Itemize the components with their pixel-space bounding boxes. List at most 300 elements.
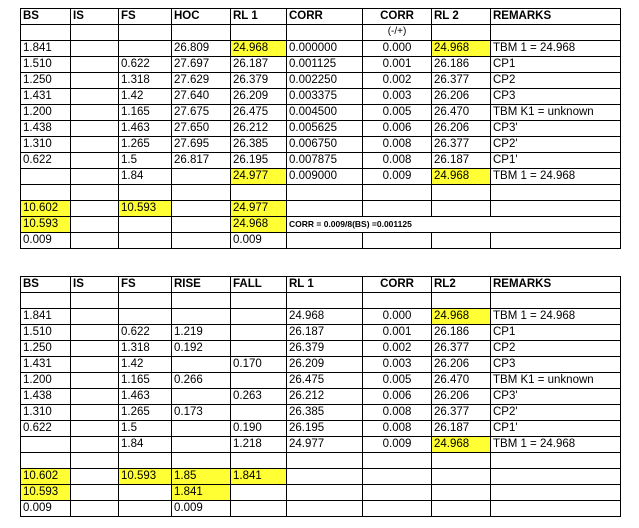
cell-corr: 0.002250: [287, 73, 363, 89]
cell-fs: 1.463: [119, 389, 172, 405]
cell-fs: 1.42: [119, 357, 172, 373]
empty-cell: [432, 25, 491, 41]
empty-cell: [172, 185, 231, 201]
empty-cell: [363, 185, 432, 201]
cell-rl2: 26.186: [432, 57, 491, 73]
table-row: [21, 153, 621, 169]
cell-is: [71, 137, 119, 153]
level-table-rise-fall: [20, 276, 621, 517]
cell-fs: 1.463: [119, 121, 172, 137]
cell-rl2: 26.186: [432, 325, 491, 341]
cell-bs: 1.431: [21, 89, 71, 105]
cell-corr: 0.006750: [287, 137, 363, 153]
empty-cell: [172, 201, 231, 217]
empty-cell: [71, 485, 119, 501]
cell-hoc: 27.675: [172, 105, 231, 121]
cell-remarks: TBM K1 = unknown: [491, 105, 621, 121]
table-row: [21, 137, 621, 153]
cell-rl1: 26.209: [231, 89, 287, 105]
header-corr: CORR: [287, 9, 363, 25]
cell-is: [71, 57, 119, 73]
empty-cell: [432, 233, 491, 249]
spacer-row: [21, 293, 621, 309]
cell-rl1: 26.195: [231, 153, 287, 169]
cell-is: [71, 41, 119, 57]
cell-hoc: 27.697: [172, 57, 231, 73]
cell-corr: 0.003375: [287, 89, 363, 105]
cell-rise: 1.219: [172, 325, 231, 341]
cell-rise: [172, 357, 231, 373]
cell-corr: 0.008: [363, 405, 432, 421]
cell-fs: 1.84: [119, 169, 172, 185]
cell-fs: 1.5: [119, 421, 172, 437]
empty-cell: [172, 25, 231, 41]
cell-is: [71, 357, 119, 373]
table-row: [21, 73, 621, 89]
cell-corr: 0.007875: [287, 153, 363, 169]
cell-corr: 0.002: [363, 341, 432, 357]
cell-bs: 1.510: [21, 325, 71, 341]
empty-cell: [119, 233, 172, 249]
cell-bs: 0.622: [21, 421, 71, 437]
cell-fs: [119, 41, 172, 57]
cell-rise: [172, 309, 231, 325]
cell-corr: 0.001: [363, 325, 432, 341]
cell-rise: 0.266: [172, 373, 231, 389]
empty-cell: [432, 485, 491, 501]
cell-hoc: 27.650: [172, 121, 231, 137]
empty-cell: [119, 185, 172, 201]
empty-cell: [432, 185, 491, 201]
cell-rl1: 26.212: [231, 121, 287, 137]
table-row: [21, 169, 621, 185]
cell-corr-rounded: 0.001: [363, 57, 432, 73]
header-remarks: REMARKS: [491, 277, 621, 293]
cell-remarks: CP1': [491, 421, 621, 437]
cell-remarks: CP3: [491, 357, 621, 373]
header-remarks: REMARKS: [491, 9, 621, 25]
cell-hoc: 26.817: [172, 153, 231, 169]
empty-cell: [491, 185, 621, 201]
empty-cell: [71, 501, 119, 517]
sum-row-totals: [21, 201, 621, 217]
empty-cell: [119, 293, 172, 309]
cell-rise: [172, 437, 231, 453]
table-row: [21, 309, 621, 325]
cell-rl2: 26.206: [432, 121, 491, 137]
cell-corr: 0.005: [363, 373, 432, 389]
table-row: [21, 57, 621, 73]
header-rl2: RL2: [432, 277, 491, 293]
empty-cell: [432, 501, 491, 517]
cell-rl2: 26.377: [432, 73, 491, 89]
empty-cell: [287, 201, 363, 217]
cell-corr: 0.005625: [287, 121, 363, 137]
header-hoc: HOC: [172, 9, 231, 25]
cell-rl2: 24.968: [432, 437, 491, 453]
empty-cell: [287, 293, 363, 309]
cell-bs: 1.200: [21, 105, 71, 121]
empty-cell: [287, 185, 363, 201]
cell-remarks: TBM 1 = 24.968: [491, 169, 621, 185]
empty-cell: [491, 501, 621, 517]
compare-bs: 10.593: [21, 485, 71, 501]
table-row: [21, 325, 621, 341]
empty-cell: [432, 469, 491, 485]
empty-cell: [491, 453, 621, 469]
subheader-row: [21, 25, 621, 41]
cell-rl2: 26.187: [432, 421, 491, 437]
cell-rl1: 26.212: [287, 389, 363, 405]
empty-cell: [287, 25, 363, 41]
cell-bs: 1.438: [21, 389, 71, 405]
empty-cell: [287, 485, 363, 501]
cell-is: [71, 405, 119, 421]
empty-cell: [71, 469, 119, 485]
table-row: [21, 41, 621, 57]
compare-bs: 10.593: [21, 217, 71, 233]
cell-rl2: 24.968: [432, 309, 491, 325]
cell-corr-rounded: 0.009: [363, 169, 432, 185]
table-row: [21, 405, 621, 421]
cell-rl2: 24.968: [432, 41, 491, 57]
cell-rl1: 26.209: [287, 357, 363, 373]
header-bs: BS: [21, 277, 71, 293]
sum-bs: 10.602: [21, 469, 71, 485]
table-row: [21, 389, 621, 405]
cell-remarks: TBM 1 = 24.968: [491, 41, 621, 57]
empty-cell: [172, 233, 231, 249]
cell-is: [71, 421, 119, 437]
empty-cell: [491, 485, 621, 501]
cell-rl1: 26.385: [287, 405, 363, 421]
last-rl: 24.977: [231, 201, 287, 217]
table-row: [21, 121, 621, 137]
header-rl2: RL 2: [432, 9, 491, 25]
table-row: [21, 89, 621, 105]
empty-cell: [172, 217, 231, 233]
cell-is: [71, 309, 119, 325]
empty-cell: [287, 469, 363, 485]
empty-cell: [71, 293, 119, 309]
cell-fs: 1.318: [119, 73, 172, 89]
cell-fs: 1.265: [119, 137, 172, 153]
cell-is: [71, 121, 119, 137]
empty-cell: [491, 201, 621, 217]
cell-fall: [231, 405, 287, 421]
cell-remarks: CP1': [491, 153, 621, 169]
empty-cell: [363, 469, 432, 485]
empty-cell: [119, 453, 172, 469]
cell-corr: 0.009000: [287, 169, 363, 185]
cell-remarks: CP3: [491, 89, 621, 105]
table-row: [21, 437, 621, 453]
cell-is: [71, 105, 119, 121]
cell-remarks: TBM 1 = 24.968: [491, 309, 621, 325]
cell-corr: 0.001125: [287, 57, 363, 73]
cell-corr: 0.000000: [287, 41, 363, 57]
cell-rise: 0.173: [172, 405, 231, 421]
header-corr: CORR: [363, 277, 432, 293]
cell-is: [71, 73, 119, 89]
cell-is: [71, 389, 119, 405]
cell-fs: 0.622: [119, 325, 172, 341]
empty-cell: [71, 25, 119, 41]
cell-corr: 0.008: [363, 421, 432, 437]
header-row: [21, 277, 621, 293]
cell-bs: 1.200: [21, 373, 71, 389]
empty-cell: [363, 233, 432, 249]
cell-fs: 1.84: [119, 437, 172, 453]
difference-bs: 0.009: [21, 233, 71, 249]
cell-remarks: TBM K1 = unknown: [491, 373, 621, 389]
cell-hoc: 26.809: [172, 41, 231, 57]
sum-row-totals: [21, 469, 621, 485]
empty-cell: [363, 485, 432, 501]
sum-row-difference: [21, 233, 621, 249]
sum-row-compare: [21, 217, 621, 233]
cell-rl2: 26.377: [432, 405, 491, 421]
cell-bs: [21, 169, 71, 185]
empty-cell: [21, 453, 71, 469]
empty-cell: [231, 293, 287, 309]
cell-hoc: 27.629: [172, 73, 231, 89]
difference-rl: 0.009: [231, 233, 287, 249]
cell-bs: 1.250: [21, 73, 71, 89]
sum-fall: 1.841: [231, 469, 287, 485]
empty-cell: [231, 453, 287, 469]
cell-remarks: CP3': [491, 389, 621, 405]
cell-corr: 0.004500: [287, 105, 363, 121]
cell-fall: 1.218: [231, 437, 287, 453]
spacer-row: [21, 453, 621, 469]
empty-cell: [491, 25, 621, 41]
cell-rl1: 26.379: [231, 73, 287, 89]
cell-hoc: 27.640: [172, 89, 231, 105]
empty-cell: [172, 453, 231, 469]
empty-cell: [491, 217, 621, 233]
cell-corr: 0.000: [363, 309, 432, 325]
cell-bs: 1.310: [21, 137, 71, 153]
cell-rl1: 26.475: [231, 105, 287, 121]
cell-fall: [231, 373, 287, 389]
cell-remarks: CP2': [491, 405, 621, 421]
difference-bs: 0.009: [21, 501, 71, 517]
cell-rl2: 26.377: [432, 137, 491, 153]
cell-fs: [119, 309, 172, 325]
empty-cell: [363, 501, 432, 517]
cell-fall: [231, 309, 287, 325]
cell-fall: 0.190: [231, 421, 287, 437]
empty-cell: [363, 293, 432, 309]
cell-rl2: 26.206: [432, 357, 491, 373]
cell-fall: 0.263: [231, 389, 287, 405]
cell-corr-rounded: 0.005: [363, 105, 432, 121]
cell-bs: 1.510: [21, 57, 71, 73]
empty-cell: [287, 453, 363, 469]
table-row: [21, 105, 621, 121]
cell-rl2: 26.206: [432, 89, 491, 105]
empty-cell: [21, 25, 71, 41]
corr-sign-subheader: (-/+): [363, 25, 432, 41]
empty-cell: [287, 233, 363, 249]
cell-is: [71, 169, 119, 185]
empty-cell: [231, 501, 287, 517]
cell-bs: [21, 437, 71, 453]
empty-cell: [172, 293, 231, 309]
sum-row-difference: [21, 501, 621, 517]
cell-is: [71, 373, 119, 389]
header-is: IS: [71, 9, 119, 25]
cell-is: [71, 89, 119, 105]
cell-remarks: CP3': [491, 121, 621, 137]
empty-cell: [71, 453, 119, 469]
cell-corr: 0.009: [363, 437, 432, 453]
sum-bs: 10.602: [21, 201, 71, 217]
cell-rise: [172, 421, 231, 437]
empty-cell: [21, 185, 71, 201]
cell-hoc: [172, 169, 231, 185]
level-table-hoc: [20, 8, 621, 249]
cell-corr-rounded: 0.008: [363, 137, 432, 153]
cell-fs: 1.318: [119, 341, 172, 357]
cell-rl1: 24.977: [287, 437, 363, 453]
cell-rl1: 26.385: [231, 137, 287, 153]
cell-bs: 0.622: [21, 153, 71, 169]
empty-cell: [71, 217, 119, 233]
cell-rl2: 26.187: [432, 153, 491, 169]
empty-cell: [231, 485, 287, 501]
cell-hoc: 27.695: [172, 137, 231, 153]
cell-fs: 0.622: [119, 57, 172, 73]
cell-is: [71, 325, 119, 341]
table-row: [21, 341, 621, 357]
cell-fs: 1.265: [119, 405, 172, 421]
cell-rl1: 24.977: [231, 169, 287, 185]
empty-cell: [432, 453, 491, 469]
table2-body: [21, 309, 621, 453]
header-rise: RISE: [172, 277, 231, 293]
cell-bs: 1.841: [21, 309, 71, 325]
empty-cell: [119, 501, 172, 517]
table-row: [21, 373, 621, 389]
empty-cell: [363, 201, 432, 217]
spacer-row: [21, 185, 621, 201]
cell-is: [71, 153, 119, 169]
cell-bs: 1.438: [21, 121, 71, 137]
table1-body: [21, 41, 621, 185]
table-row: [21, 357, 621, 373]
header-corr-rounded: CORR: [363, 9, 432, 25]
cell-corr-rounded: 0.003: [363, 89, 432, 105]
cell-corr-rounded: 0.002: [363, 73, 432, 89]
empty-cell: [287, 501, 363, 517]
header-fs: FS: [119, 277, 172, 293]
header-is: IS: [71, 277, 119, 293]
empty-cell: [71, 201, 119, 217]
cell-bs: 1.431: [21, 357, 71, 373]
cell-bs: 1.250: [21, 341, 71, 357]
empty-cell: [119, 217, 172, 233]
cell-rl1: 26.379: [287, 341, 363, 357]
empty-cell: [432, 293, 491, 309]
cell-corr: 0.006: [363, 389, 432, 405]
header-bs: BS: [21, 9, 71, 25]
sum-fs: 10.593: [119, 201, 172, 217]
difference-rise: 0.009: [172, 501, 231, 517]
cell-rl1: 26.475: [287, 373, 363, 389]
header-fs: FS: [119, 9, 172, 25]
table-row: [21, 421, 621, 437]
cell-rl2: 26.377: [432, 341, 491, 357]
cell-corr-rounded: 0.006: [363, 121, 432, 137]
sum-rise: 1.85: [172, 469, 231, 485]
cell-rl2: 26.206: [432, 389, 491, 405]
header-row: [21, 9, 621, 25]
cell-is: [71, 341, 119, 357]
cell-rise: 0.192: [172, 341, 231, 357]
cell-rl2: 24.968: [432, 169, 491, 185]
cell-remarks: CP1: [491, 325, 621, 341]
header-fall: FALL: [231, 277, 287, 293]
cell-fs: 1.165: [119, 373, 172, 389]
cell-fs: 1.165: [119, 105, 172, 121]
empty-cell: [21, 293, 71, 309]
empty-cell: [491, 233, 621, 249]
cell-rl1: 24.968: [231, 41, 287, 57]
cell-rise: [172, 389, 231, 405]
cell-fall: [231, 325, 287, 341]
empty-cell: [231, 185, 287, 201]
empty-cell: [71, 185, 119, 201]
sum-fs: 10.593: [119, 469, 172, 485]
sum-row-compare: [21, 485, 621, 501]
correction-note: CORR = 0.009/8(BS) =0.001125: [287, 217, 491, 233]
compare-rise: 1.841: [172, 485, 231, 501]
cell-fall: 0.170: [231, 357, 287, 373]
empty-cell: [119, 25, 172, 41]
cell-rl1: 26.187: [287, 325, 363, 341]
cell-rl1: 24.968: [287, 309, 363, 325]
cell-fs: 1.5: [119, 153, 172, 169]
cell-bs: 1.841: [21, 41, 71, 57]
cell-remarks: TBM 1 = 24.968: [491, 437, 621, 453]
empty-cell: [119, 485, 172, 501]
cell-fs: 1.42: [119, 89, 172, 105]
header-rl1: RL 1: [231, 9, 287, 25]
empty-cell: [71, 233, 119, 249]
cell-bs: 1.310: [21, 405, 71, 421]
cell-rl1: 26.187: [231, 57, 287, 73]
cell-corr: 0.003: [363, 357, 432, 373]
empty-cell: [363, 453, 432, 469]
cell-remarks: CP1: [491, 57, 621, 73]
empty-cell: [432, 201, 491, 217]
cell-rl1: 26.195: [287, 421, 363, 437]
empty-cell: [491, 293, 621, 309]
cell-corr-rounded: 0.008: [363, 153, 432, 169]
cell-remarks: CP2': [491, 137, 621, 153]
cell-remarks: CP2: [491, 341, 621, 357]
empty-cell: [491, 469, 621, 485]
cell-fall: [231, 341, 287, 357]
cell-remarks: CP2: [491, 73, 621, 89]
cell-corr-rounded: 0.000: [363, 41, 432, 57]
first-rl: 24.968: [231, 217, 287, 233]
cell-rl2: 26.470: [432, 105, 491, 121]
header-rl1: RL 1: [287, 277, 363, 293]
cell-rl2: 26.470: [432, 373, 491, 389]
